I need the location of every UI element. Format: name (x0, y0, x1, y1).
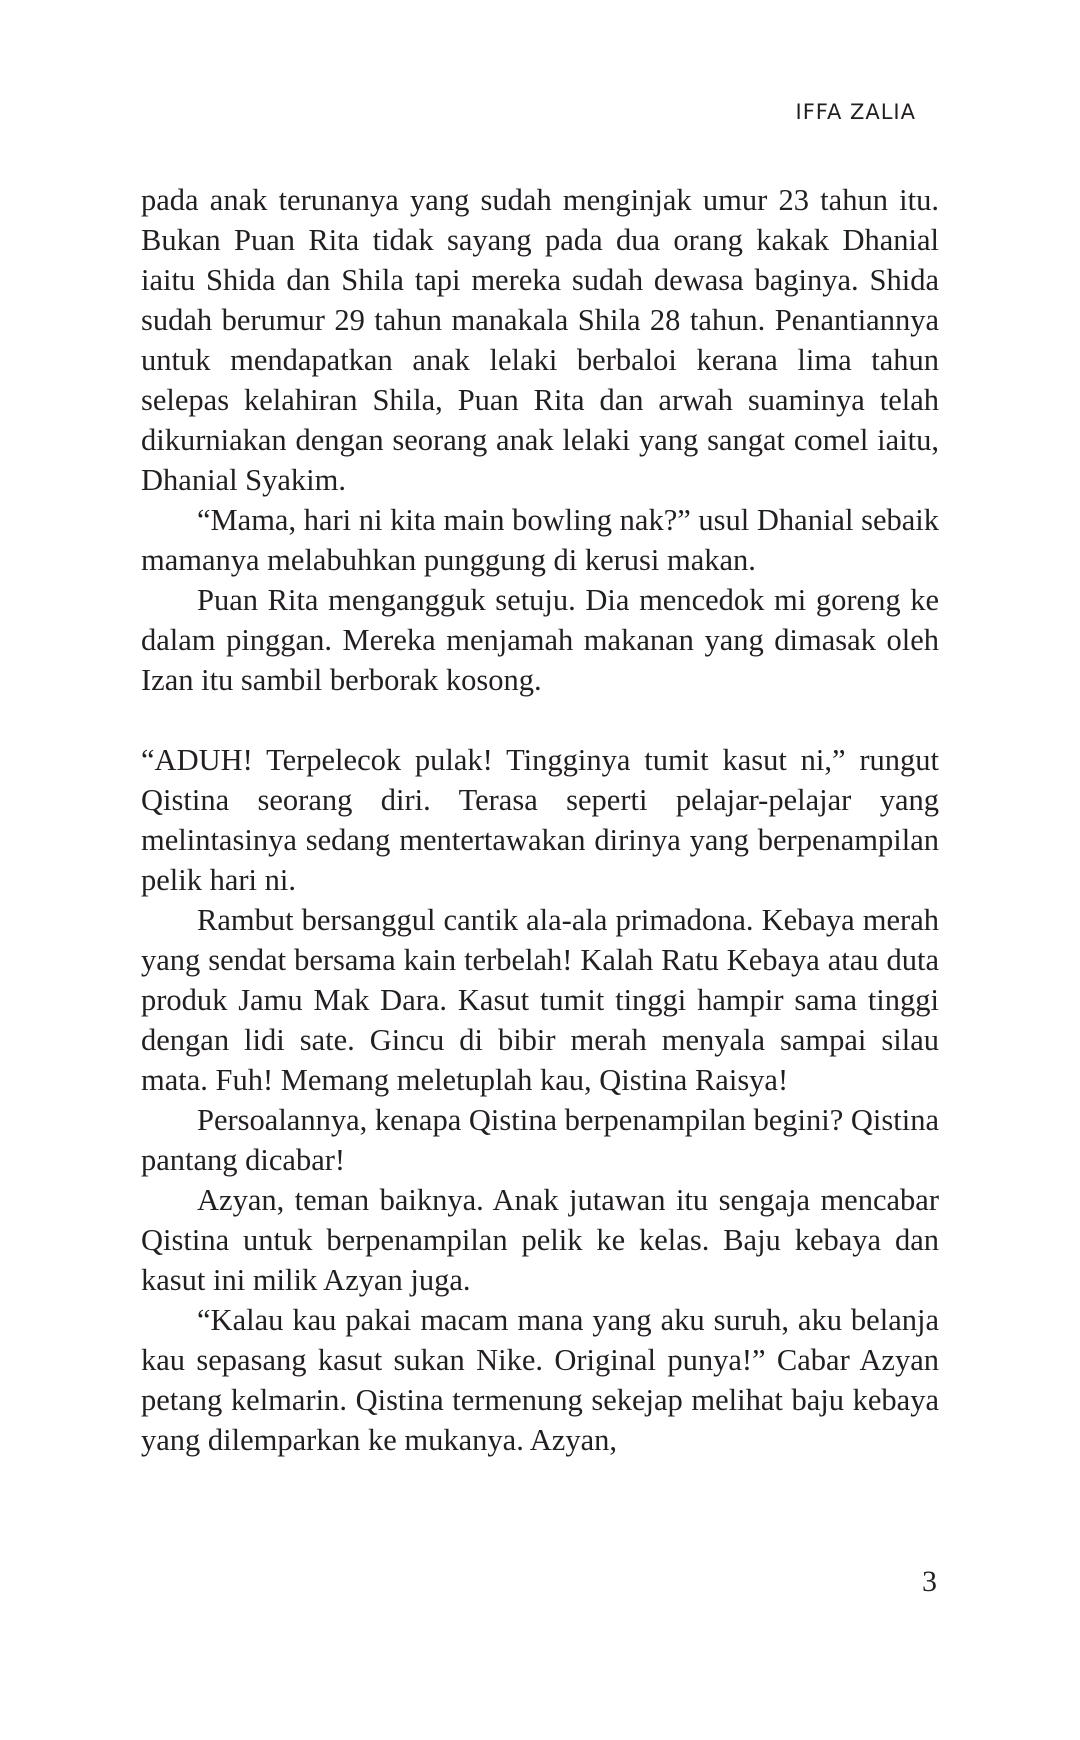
paragraph: Rambut bersanggul cantik ala-ala primadona. Kebaya merah yang sendat bersama kain terbelah! Kalah Ratu Kebaya atau duta produk Jamu Mak Dara. Kasut tumit tinggi hampir sama tinggi dengan lidi sate. Gincu di bibir merah menyala sampai silau mata. Fuh! Memang meletuplah kau, Qistina Raisya! (141, 903, 939, 1097)
body-text (141, 180, 939, 1460)
paragraph: “Mama, hari ni kita main bowling nak?” usul Dhanial sebaik mamanya melabuhkan punggung di kerusi makan. (141, 503, 939, 577)
section-break (141, 700, 939, 740)
paragraph: pada anak terunanya yang sudah menginjak umur 23 tahun itu. Bukan Puan Rita tidak sayang pada dua orang kakak Dhanial iaitu Shida dan Shila tapi mereka sudah dewasa baginya. Shida sudah berumur 29 tahun manakala Shila 28 tahun. Penantiannya untuk mendapatkan anak lelaki berbaloi kerana lima tahun selepas kelahiran Shila, Puan Rita dan arwah suaminya telah dikurniakan dengan seorang anak lelaki yang sangat comel iaitu, Dhanial Syakim. (141, 183, 939, 497)
paragraph: “ADUH! Terpelecok pulak! Tingginya tumit kasut ni,” rungut Qistina seorang diri. Terasa seperti pelajar-pelajar yang melintasinya sedang mentertawakan dirinya yang berpenampilan pelik hari ni. (141, 743, 939, 897)
paragraph: Azyan, teman baiknya. Anak jutawan itu sengaja mencabar Qistina untuk berpenampilan pelik ke kelas. Baju kebaya dan kasut ini milik Azyan juga. (141, 1183, 939, 1297)
paragraph: Puan Rita mengangguk setuju. Dia mencedok mi goreng ke dalam pinggan. Mereka menjamah makanan yang dimasak oleh Izan itu sambil berborak kosong. (141, 583, 939, 697)
paragraph: Persoalannya, kenapa Qistina berpenampilan begini? Qistina pantang dicabar! (141, 1103, 939, 1177)
paragraph: “Kalau kau pakai macam mana yang aku suruh, aku belanja kau sepasang kasut sukan Nike. Original punya!” Cabar Azyan petang kelmarin. Qistina termenung sekejap melihat baju kebaya yang dilemparkan ke mukanya. Azyan, (141, 1303, 939, 1457)
running-head: IFFA ZALIA (795, 100, 916, 124)
page-number: 3 (922, 1565, 937, 1598)
